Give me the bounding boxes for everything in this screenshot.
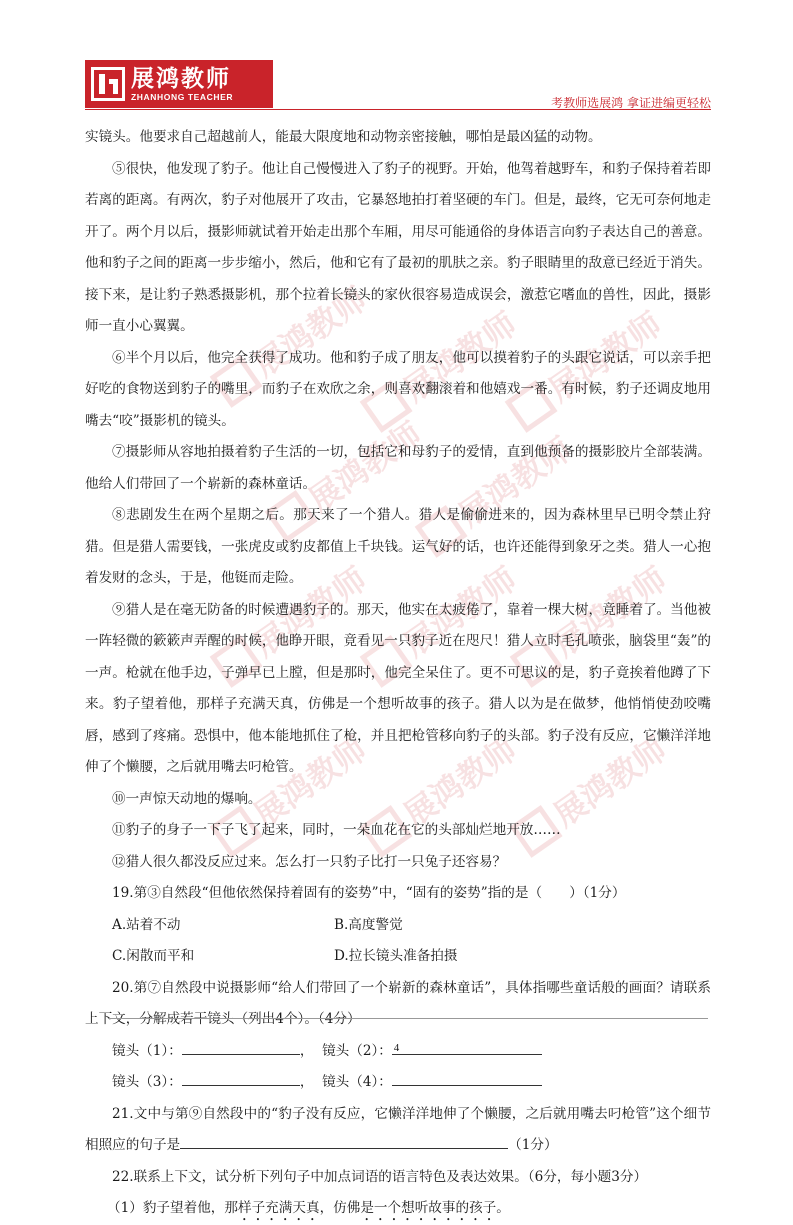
paragraph: ⑧悲剧发生在两个星期之后。那天来了一个猎人。猎人是偷偷进来的，因为森林里早已明令禁止狩猎。但是猎人需要钱，一张虎皮或豹皮都值上千块钱。运气好的话，也许还能得到象牙之类。猎人一心抱着发财的念头，于是，他铤而走险。 <box>85 507 711 586</box>
question-20-shots-row2: 镜头（3）： ， 镜头（4）： <box>85 1067 711 1099</box>
paragraph: ⑪豹子的身子一下子飞了起来，同时，一朵血花在它的头部灿烂地开放…… <box>112 822 561 838</box>
question-20-shots-row1: 镜头（1）： ， 镜头（2）： <box>85 1036 711 1068</box>
header-slogan: 考教师选展鸿 拿证进编更轻松 <box>551 96 711 110</box>
logo-en-text: ZHANHONG TEACHER <box>131 91 234 102</box>
paragraph: ⑥半个月以后，他完全获得了成功。他和豹子成了朋友，他可以摸着豹子的头跟它说话，可以亲手把好吃的食物送到豹子的嘴里，而豹子在欢欣之余，则喜欢翻滚着和他嬉戏一番。有时候，豹子还调皮地用嘴去“咬”摄影机的镜头。 <box>85 349 711 429</box>
question-20-stem: 20.第⑦自然段中说摄影师“给人们带回了一个崭新的森林童话”，具体指哪些童话般的画面？请联系上下文，分解成若干镜头（列出4个）。（4分） <box>85 979 711 1027</box>
header-divider <box>85 109 711 110</box>
watermark-logo: 展鸿教师 <box>507 555 674 691</box>
exam-content <box>85 122 711 1225</box>
option-b[interactable]: B.高度警觉 <box>334 916 403 933</box>
answer-line[interactable] <box>108 1018 708 1019</box>
question-19-stem: 19.第③自然段“但他依然保持着固有的姿势”中，“固有的姿势”指的是（ ）（1分） <box>112 885 626 901</box>
page-number: 4 <box>393 1042 400 1054</box>
watermark-logo: 展鸿教师 <box>357 725 524 861</box>
page-header <box>0 0 793 115</box>
paragraph: 实镜头。他要求自己超越前人，能最大限度地和动物亲密接触，哪怕是最凶猛的动物。 <box>85 129 602 145</box>
paragraph: ⑦摄影师从容地拍摄着豹子生活的一切，包括它和母豹子的爱情，直到他预备的摄影胶片全部装满。他给人们带回了一个崭新的森林童话。 <box>85 444 711 492</box>
question-22-stem: 22.联系上下文，试分析下列句子中加点词语的语言特色及表达效果。（6分，每小题3分） <box>112 1168 648 1185</box>
dotted-phrase: 是一个想听故事的孩子 <box>360 1200 497 1216</box>
answer-blank[interactable] <box>180 1134 508 1149</box>
watermark-logo: 展鸿教师 <box>507 725 674 861</box>
paragraph: ⑫猎人很久都没反应过来。怎么打一只豹子比打一只兔子还容易？ <box>112 853 507 870</box>
watermark-logo: 展鸿教师 <box>207 275 374 411</box>
watermark-logo: 展鸿教师 <box>357 555 524 691</box>
shot-label: 镜头（3）： <box>112 1074 182 1090</box>
paragraph: ⑨猎人是在毫无防备的时候遭遇豹子的。那天，他实在太疲倦了，靠着一棵大树，竟睡着了。当他被一阵轻微的簌簌声弄醒的时候，他睁开眼，竟看见一只豹子近在咫尺！猎人立时毛孔喷张，脑袋里“轰”的一声。枪就在他手边，子弹早已上膛，但是那时，他完全呆住了。更不可思议的是，豹子竟挨着他蹲了下来。豹子望着他，那样子充满天真，仿佛是一个想听故事的孩子。猎人以为是在做梦，他悄悄使劲咬嘴唇，感到了疼痛。恐惧中，他本能地抓住了枪，并且把枪管移向豹子的头部。豹子没有反应，它懒洋洋地伸了个懒腰，之后就用嘴去叼枪管。 <box>85 601 711 775</box>
logo-icon <box>91 67 125 101</box>
watermark-logo: 展鸿教师 <box>207 725 374 861</box>
watermark-logo: 展鸿教师 <box>207 555 374 691</box>
watermark-logo: 展鸿教师 <box>357 300 524 436</box>
watermark-logo: 展鸿教师 <box>412 425 579 561</box>
option-c[interactable]: C.闲散而平和 <box>112 948 195 964</box>
paragraph: ⑤很快，他发现了豹子。他让自己慢慢进入了豹子的视野。开始，他驾着越野车，和豹子保持着若即若离的距离。有两次，豹子对他展开了攻击，它暴怒地拍打着坚硬的车门。但是，最终，它无可奈何地走开了。两个月以后，摄影师就试着开始走出那个车厢，用尽可能通俗的身体语言向豹子表达自己的善意。他和豹子之间的距离一步步缩小，然后，他和它有了最初的肌肤之亲。豹子眼睛里的敌意已经近于消失。接下来，是让豹子熟悉摄影机，那个拉着长镜头的家伙很容易造成误会，激惹它嗜血的兽性，因此，摄影师一直小心翼翼。 <box>85 160 711 334</box>
shot-label: 镜头（2）： <box>322 1042 392 1059</box>
option-d[interactable]: D.拉长镜头准备拍摄 <box>334 948 458 964</box>
watermark-logo: 展鸿教师 <box>502 300 669 436</box>
question-22-sub1: （1）豹子望着他，那样子充满天真，仿佛是一个想听故事的孩子。 <box>107 1200 510 1216</box>
watermark-logo: 展鸿教师 <box>262 410 429 546</box>
question-19-options-row1 <box>85 910 711 942</box>
shot-label: 镜头（1）： <box>112 1042 182 1059</box>
question-21-stem: 21.文中与第⑨自然段中的“豹子没有反应，它懒洋洋地伸了个懒腰，之后就用嘴去叼枪管”这个细节相照应的句子是 （1分） <box>85 1105 711 1153</box>
logo <box>85 60 273 108</box>
dotted-phrase: 样子充满天真 <box>238 1200 320 1216</box>
option-a[interactable]: A.站着不动 <box>112 916 181 933</box>
answer-blank[interactable] <box>392 1071 542 1086</box>
shot-label: 镜头（4）： <box>322 1074 392 1090</box>
answer-blank[interactable] <box>182 1071 300 1086</box>
paragraph: ⑩一声惊天动地的爆响。 <box>112 790 262 807</box>
question-19-options-row2 <box>85 941 711 973</box>
logo-cn-text: 展鸿教师 <box>131 65 231 92</box>
